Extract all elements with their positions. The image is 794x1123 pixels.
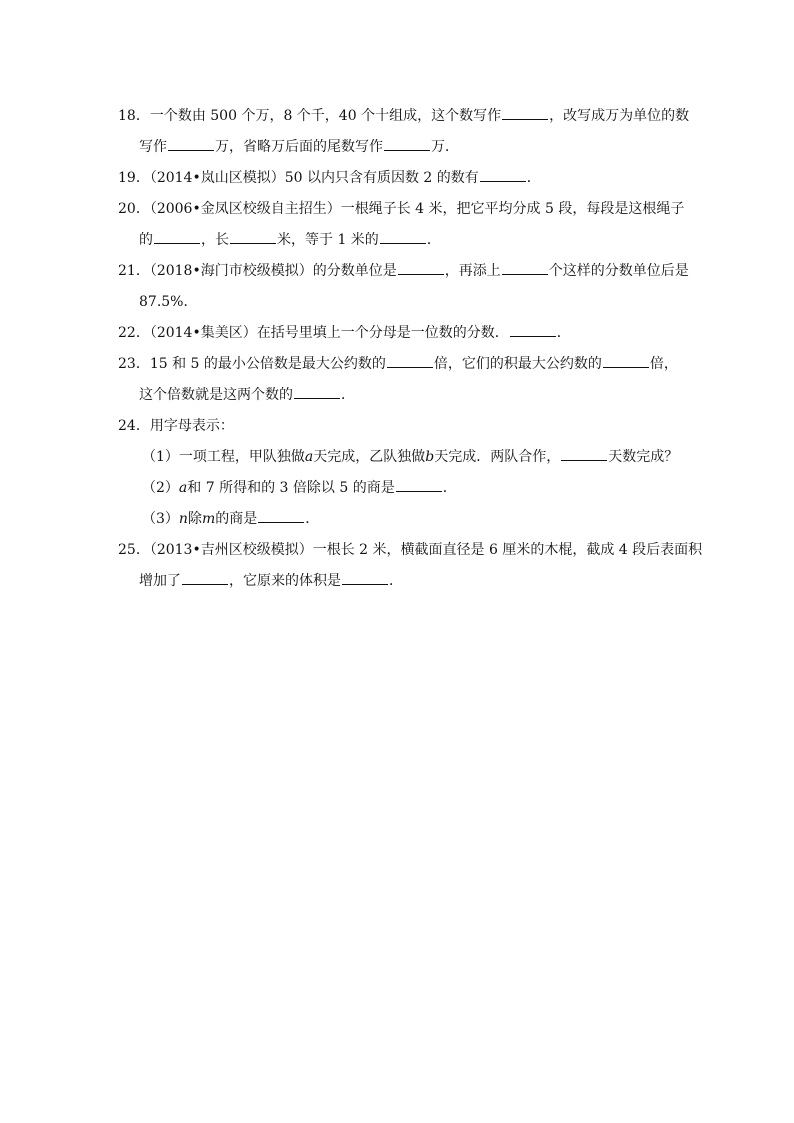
question-text: ，它原来的体积是: [229, 573, 341, 589]
question-text: ．: [305, 511, 320, 527]
question-25: [118, 535, 703, 597]
answer-blank[interactable]: [182, 570, 228, 585]
question-text: 写作: [139, 139, 167, 155]
question-text: 和 7 所得和的 3 倍除以 5 的商是: [187, 480, 395, 496]
question-text: ，改写成万为单位的数: [549, 108, 690, 124]
question-text: ．: [556, 325, 571, 341]
question-text: ，再添上: [444, 263, 501, 279]
answer-blank[interactable]: [230, 229, 276, 244]
question-text: 天完成，乙队独做: [313, 449, 426, 465]
answer-blank[interactable]: [561, 446, 607, 461]
question-number: 23．: [118, 356, 150, 372]
question-21: [118, 256, 689, 318]
question-24: [118, 411, 678, 535]
answer-blank[interactable]: [502, 105, 548, 120]
question-text: （2）: [142, 480, 179, 496]
question-text: 这个倍数就是这两个数的: [139, 387, 293, 403]
variable-a: a: [178, 480, 188, 496]
question-text: （2014•集美区）在括号里填上一个分母是一位数的分数．: [149, 325, 509, 341]
answer-blank[interactable]: [258, 508, 304, 523]
question-text: （3）: [142, 511, 179, 527]
question-text: 一个数由 500 个万，8 个千，40 个十组成，这个数写作: [149, 108, 502, 124]
question-20: [118, 194, 685, 256]
question-18: [118, 101, 690, 163]
answer-blank[interactable]: [387, 353, 433, 368]
question-number: 18．: [118, 108, 150, 124]
variable-a: a: [304, 449, 314, 465]
question-text: 万．: [431, 139, 459, 155]
question-23: [118, 349, 678, 411]
question-text: ．: [442, 480, 457, 496]
question-text: ．: [426, 232, 441, 248]
question-text: 个这样的分数单位后是: [548, 263, 689, 279]
variable-n: n: [178, 511, 188, 527]
answer-blank[interactable]: [154, 229, 200, 244]
question-text: （1）一项工程，甲队独做: [142, 449, 305, 465]
question-number: 19．: [118, 170, 150, 186]
sub-question-3: [118, 504, 678, 535]
question-text: 的商是: [215, 511, 258, 527]
question-text: 天完成．两队合作，: [434, 449, 561, 465]
question-text: （2013•吉州区校级模拟）一根长 2 米，横截面直径是 6 厘米的木棍，截成 4 段后表面积: [149, 542, 703, 558]
answer-blank[interactable]: [384, 136, 430, 151]
question-text: 倍，它们的积最大公约数的: [433, 356, 602, 372]
question-text: 增加了: [139, 573, 181, 589]
answer-blank[interactable]: [342, 570, 388, 585]
question-text: 天数完成？: [608, 449, 679, 465]
question-text: 倍，: [649, 356, 678, 372]
question-number: 24．: [118, 418, 150, 434]
question-text: （2006•金凤区校级自主招生）一根绳子长 4 米，把它平均分成 5 段，每段是这根绳子: [149, 201, 685, 217]
question-text: ．: [526, 170, 541, 186]
question-text: （2018•海门市校级模拟）的分数单位是: [149, 263, 397, 279]
question-text: 的: [139, 232, 153, 248]
answer-blank[interactable]: [294, 384, 340, 399]
answer-blank[interactable]: [398, 260, 444, 275]
question-text: 87.5%．: [139, 294, 198, 310]
variable-m: m: [201, 511, 216, 527]
sub-question-2: [118, 473, 678, 504]
question-number: 21．: [118, 263, 150, 279]
question-text: 15 和 5 的最小公倍数是最大公约数的: [149, 356, 386, 372]
answer-blank[interactable]: [510, 322, 556, 337]
question-text: 除: [187, 511, 202, 527]
answer-blank[interactable]: [502, 260, 548, 275]
answer-blank[interactable]: [396, 477, 442, 492]
answer-blank[interactable]: [603, 353, 649, 368]
variable-b: b: [425, 449, 435, 465]
question-text: （2014•岚山区模拟）50 以内只含有质因数 2 的数有: [149, 170, 479, 186]
question-text: 万，省略万后面的尾数写作: [215, 139, 383, 155]
question-text: ．: [389, 573, 403, 589]
answer-blank[interactable]: [480, 167, 526, 182]
question-number: 25．: [118, 542, 150, 558]
question-list: [118, 101, 703, 597]
answer-blank[interactable]: [380, 229, 426, 244]
question-text: ．: [341, 387, 355, 403]
question-number: 22．: [118, 325, 150, 341]
answer-blank[interactable]: [168, 136, 214, 151]
question-number: 20．: [118, 201, 150, 217]
question-title: 用字母表示：: [149, 418, 234, 434]
question-19: [118, 163, 678, 194]
question-text: 米，等于 1 米的: [277, 232, 379, 248]
question-22: [118, 318, 678, 349]
sub-question-1: [118, 442, 678, 473]
question-text: ，长: [201, 232, 229, 248]
